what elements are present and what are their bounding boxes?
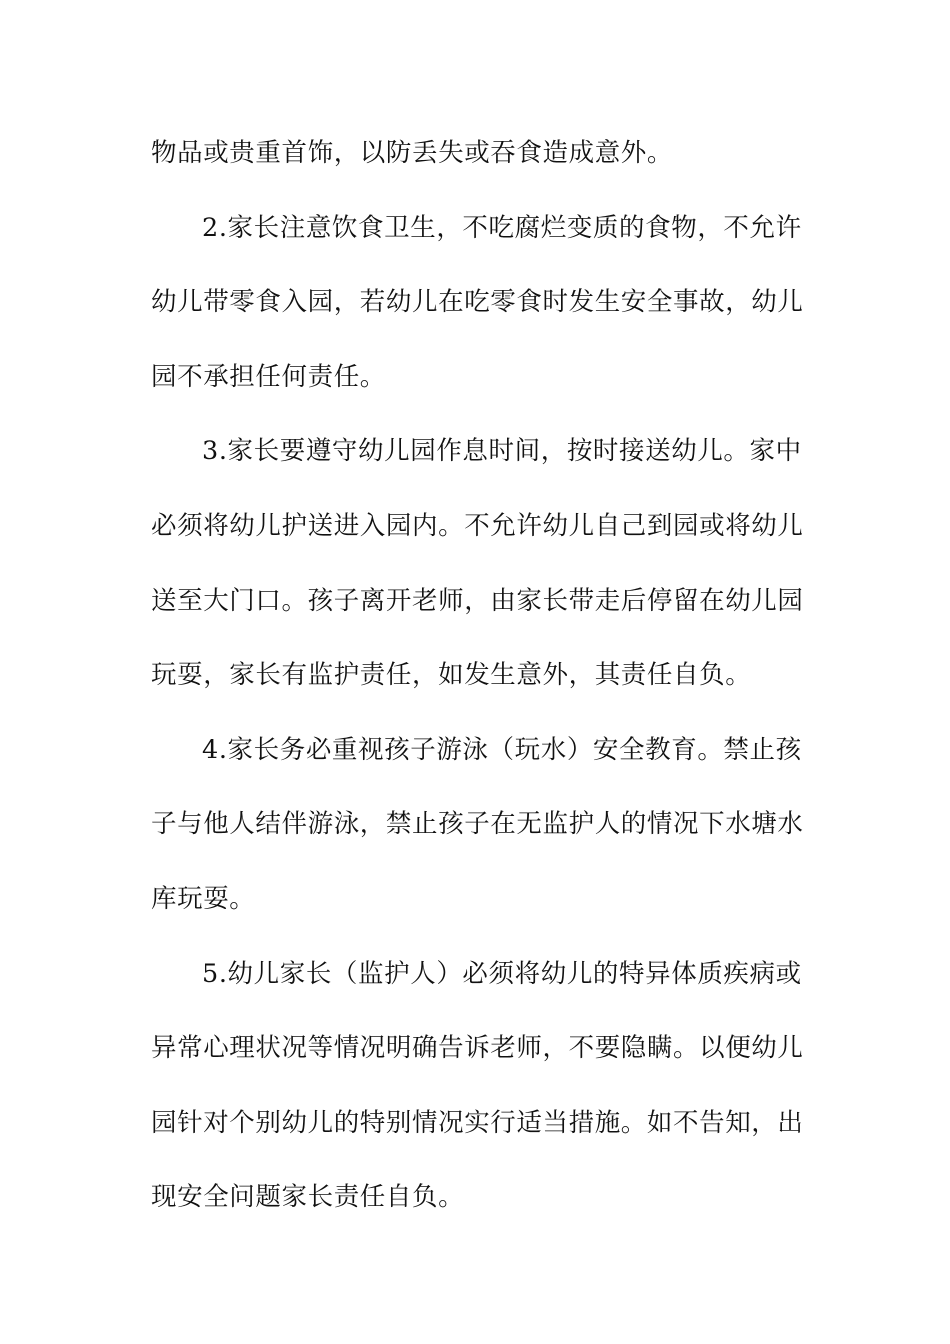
text-line: 异常心理状况等情况明确告诉老师，不要隐瞒。以便幼儿	[151, 1033, 804, 1064]
text-line: 玩耍，家长有监护责任，如发生意外，其责任自负。	[151, 660, 752, 691]
text-line: 园针对个别幼儿的特别情况实行适当措施。如不告知，出	[151, 1107, 804, 1138]
text-line: 园不承担任何责任。	[151, 361, 386, 392]
text-line: 现安全问题家长责任自负。	[151, 1182, 465, 1213]
text-line: 物品或贵重首饰，以防丢失或吞食造成意外。	[151, 138, 674, 168]
text-line: 必须将幼儿护送进入园内。不允许幼儿自己到园或将幼儿	[151, 510, 804, 541]
text-line: 3.家长要遵守幼儿园作息时间，按时接送幼儿。家中	[202, 436, 802, 467]
text-line: 库玩耍。	[151, 883, 256, 914]
text-line: 5.幼儿家长（监护人）必须将幼儿的特异体质疾病或	[202, 958, 802, 989]
text-line: 送至大门口。孩子离开老师，由家长带走后停留在幼儿园	[151, 585, 804, 616]
text-line: 子与他人结伴游泳，禁止孩子在无监护人的情况下水塘水	[151, 809, 804, 840]
text-line: 2.家长注意饮食卫生，不吃腐烂变质的食物，不允许	[202, 212, 802, 243]
text-line: 4.家长务必重视孩子游泳（玩水）安全教育。禁止孩	[202, 734, 802, 765]
document-body	[151, 129, 804, 1248]
text-line: 幼儿带零食入园，若幼儿在吃零食时发生安全事故，幼儿	[151, 287, 804, 318]
